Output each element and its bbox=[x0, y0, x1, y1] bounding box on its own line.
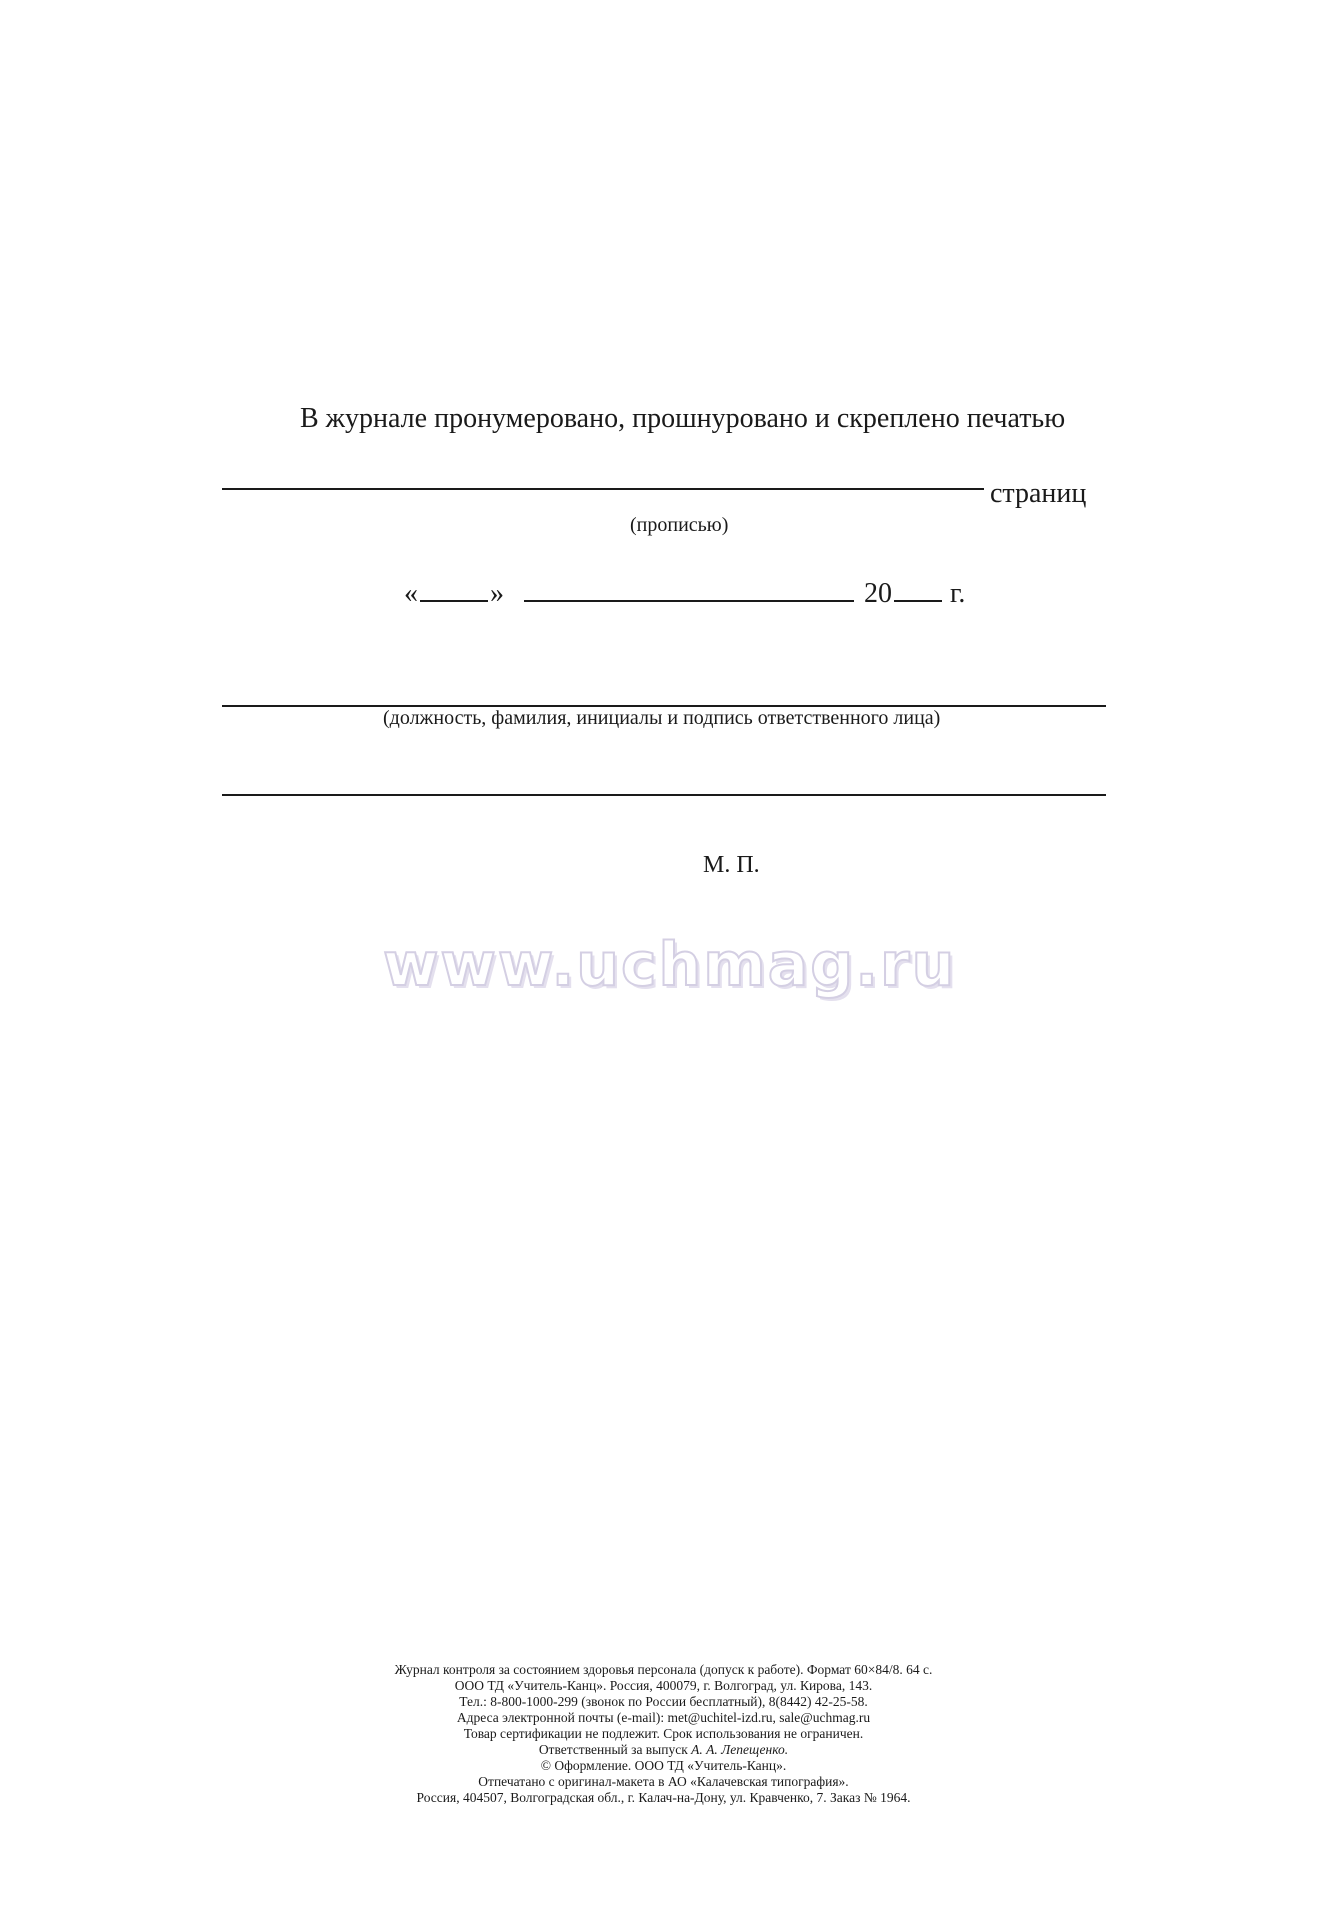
imprint-line: Отпечатано с оригинал-макета в АО «Калачевская типография». bbox=[478, 1774, 849, 1789]
site-watermark: www.uchmag.ru bbox=[383, 930, 957, 1000]
pages-count-blank bbox=[222, 488, 984, 490]
imprint-line: Россия, 404507, Волгоградская обл., г. Калач-на-Дону, ул. Кравченко, 7. Заказ № 1964. bbox=[416, 1790, 911, 1805]
imprint-line: ООО ТД «Учитель-Канц». Россия, 400079, г. Волгоград, ул. Кирова, 143. bbox=[454, 1678, 873, 1693]
date-day-blank bbox=[420, 578, 488, 602]
imprint-line: Тел.: 8-800-1000-299 (звонок по России бесплатный), 8(8442) 42-25-58. bbox=[459, 1694, 868, 1709]
imprint-line bbox=[0, 1742, 1327, 1758]
stamp-label: М. П. bbox=[703, 852, 760, 878]
date-close-quote: » bbox=[490, 578, 504, 609]
signature-blank-2 bbox=[222, 794, 1106, 796]
imprint-line: Журнал контроля за состоянием здоровья персонала (допуск к работе). Формат 60×84/8. 64 с. bbox=[394, 1662, 933, 1677]
date-year-prefix: 20 bbox=[864, 578, 892, 609]
imprint-line: © Оформление. ООО ТД «Учитель-Канц». bbox=[540, 1758, 787, 1773]
imprint-block bbox=[0, 1662, 1327, 1806]
pages-hint: (прописью) bbox=[630, 514, 729, 536]
date-month-blank bbox=[524, 578, 854, 602]
date-row bbox=[404, 578, 965, 610]
date-year-suffix: г. bbox=[950, 578, 966, 609]
journal-heading: В журнале пронумеровано, прошнуровано и скреплено печатью bbox=[300, 403, 1066, 434]
imprint-line: Товар сертификации не подлежит. Срок использования не ограничен. bbox=[463, 1726, 864, 1741]
imprint-responsible-label: Ответственный за выпуск bbox=[538, 1742, 692, 1757]
imprint-line: Адреса электронной почты (e-mail): met@uchitel-izd.ru, sale@uchmag.ru bbox=[456, 1710, 871, 1725]
date-open-quote: « bbox=[404, 578, 418, 609]
signature-hint: (должность, фамилия, инициалы и подпись ответственного лица) bbox=[383, 707, 941, 729]
imprint-responsible-name: А. А. Лепещенко. bbox=[691, 1742, 789, 1757]
date-year-blank bbox=[894, 578, 942, 602]
pages-word: страниц bbox=[990, 478, 1087, 509]
